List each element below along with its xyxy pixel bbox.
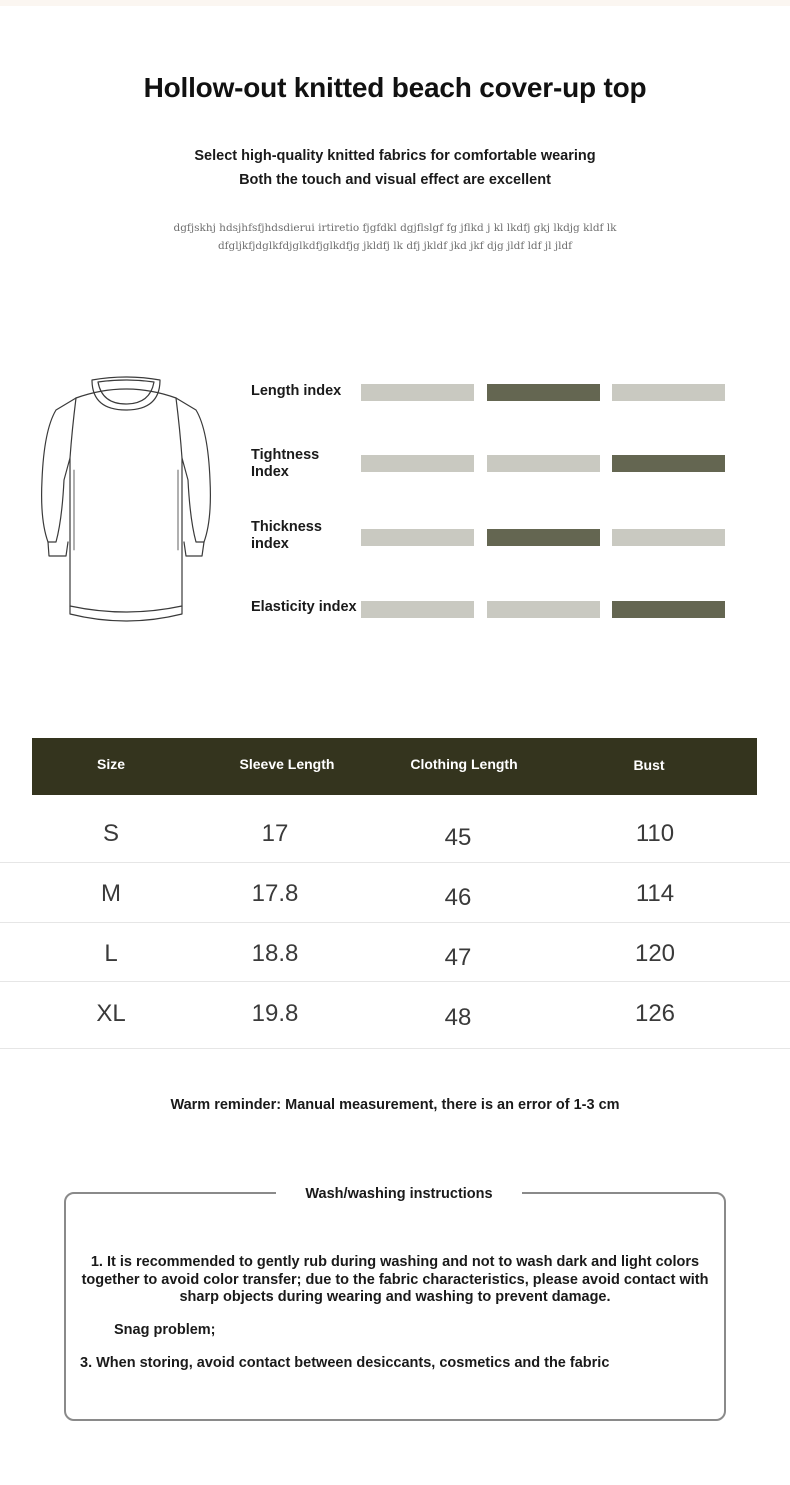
index-label-thickness: Thickness index: [251, 519, 322, 552]
table-cell-size: L: [104, 940, 118, 967]
table-cell-clothing-length: 46: [444, 884, 472, 911]
table-cell-bust: 110: [635, 820, 675, 847]
table-cell-sleeve-length: 17.8: [251, 880, 299, 907]
index-label-tightness: Tightness Index: [251, 447, 320, 480]
filler-text-line-2: dfgljkfjdglkfdjglkdfjglkdfjg jkldfj lk dfj jkldf jkd jkf djg jldf ldf jl jldf: [217, 240, 573, 252]
size-table-header-clothing-length: Clothing Length: [410, 756, 518, 772]
subtitle-line-1: Select high-quality knitted fabrics for comfortable wearing: [194, 148, 596, 164]
washing-item-1: 1. It is recommended to gently rub during washing and not to wash dark and light colors together to avoid color transfer; due to the fabric characteristics, please avoid contact with sharp objects during wearing and washing to prevent damage.: [81, 1254, 709, 1305]
table-cell-clothing-length: 47: [444, 944, 472, 971]
washing-title: Wash/washing instructions: [305, 1186, 493, 1202]
table-row-divider: [0, 862, 790, 863]
index-thickness-bar-2: [487, 529, 600, 546]
table-row-divider: [0, 922, 790, 923]
measurement-reminder: Warm reminder: Manual measurement, there is an error of 1-3 cm: [170, 1097, 620, 1113]
index-elasticity-bar-2: [487, 601, 600, 618]
index-label-elasticity: Elasticity index: [251, 599, 357, 615]
index-tightness-bar-1: [361, 455, 474, 472]
table-cell-clothing-length: 45: [444, 824, 472, 851]
subtitle-line-2: Both the touch and visual effect are excellent: [239, 172, 551, 188]
index-length-bar-1: [361, 384, 474, 401]
table-cell-sleeve-length: 18.8: [251, 940, 299, 967]
filler-text-line-1: dgfjskhj hdsjhfsfjhdsdierui irtiretio fjgfdkl dgjflslgf fg jflkd j kl lkdfj gkj lkdjg kldf lk: [173, 222, 617, 234]
index-tightness-bar-2: [487, 455, 600, 472]
index-thickness-bar-1: [361, 529, 474, 546]
table-cell-bust: 126: [634, 1000, 676, 1027]
table-row-divider: [0, 1048, 790, 1049]
washing-instructions-box: [64, 1192, 726, 1421]
index-thickness-bar-3: [612, 529, 725, 546]
table-cell-size: M: [101, 880, 121, 907]
table-cell-size: S: [102, 820, 119, 847]
table-cell-bust: 114: [635, 880, 675, 907]
page-title: Hollow-out knitted beach cover-up top: [143, 72, 647, 103]
table-cell-sleeve-length: 19.8: [251, 1000, 299, 1027]
index-elasticity-bar-1: [361, 601, 474, 618]
table-cell-clothing-length: 48: [444, 1004, 472, 1031]
table-cell-bust: 120: [634, 940, 676, 967]
table-cell-sleeve-length: 17: [261, 820, 289, 847]
index-elasticity-bar-3: [612, 601, 725, 618]
washing-item-3: 3. When storing, avoid contact between desiccants, cosmetics and the fabric: [80, 1355, 610, 1371]
washing-item-2: Snag problem;: [114, 1322, 216, 1338]
index-length-bar-2: [487, 384, 600, 401]
size-table-header-sleeve-length: Sleeve Length: [239, 756, 335, 772]
table-cell-size: XL: [96, 1000, 126, 1027]
index-label-length: Length index: [251, 383, 342, 399]
index-tightness-bar-3: [612, 455, 725, 472]
size-table-header-bust: Bust: [633, 757, 665, 773]
table-row-divider: [0, 981, 790, 982]
index-length-bar-3: [612, 384, 725, 401]
size-table-header-size: Size: [96, 756, 125, 772]
sweater-dress-line-drawing-icon: [36, 370, 216, 630]
top-strip: [0, 0, 790, 6]
